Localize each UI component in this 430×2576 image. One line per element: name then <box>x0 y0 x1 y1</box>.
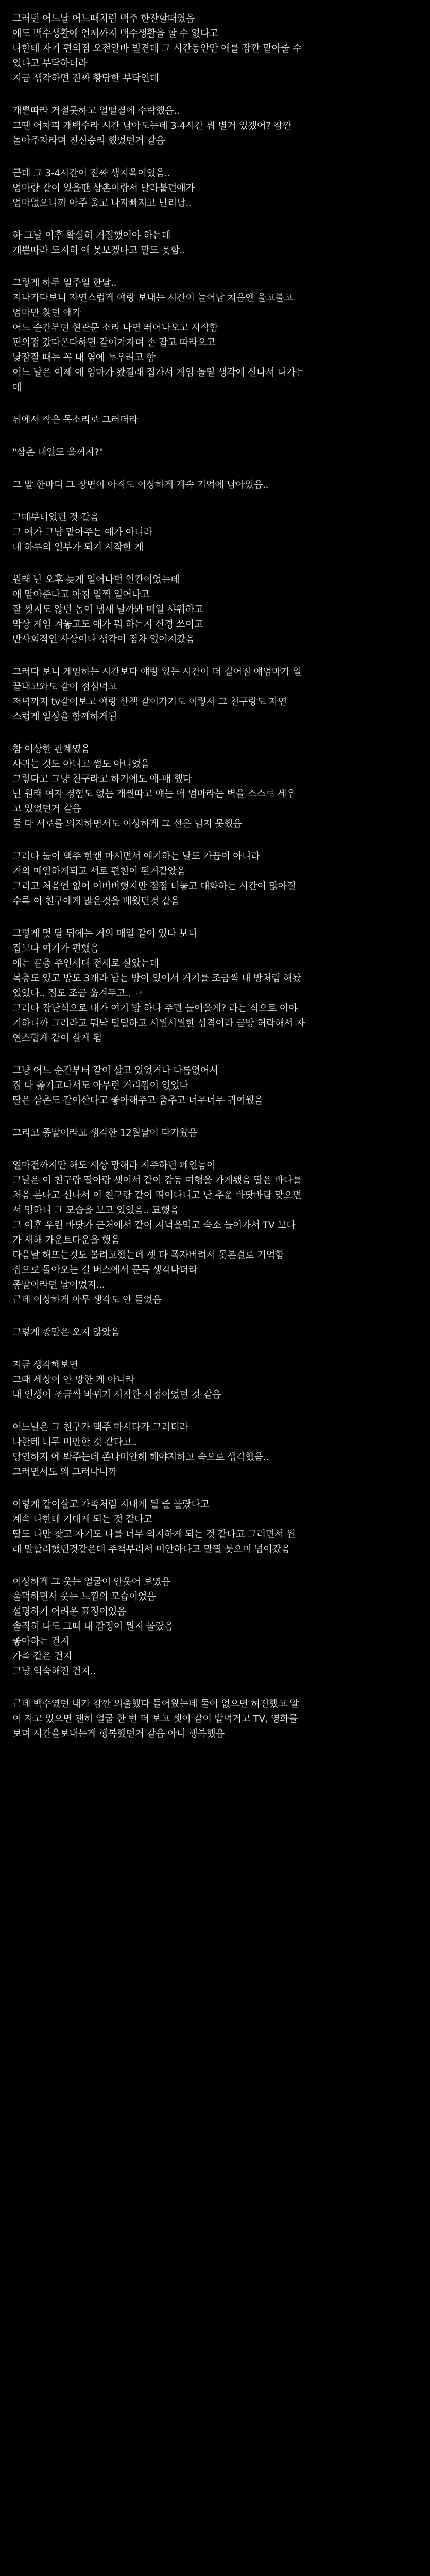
text-line: 참 이상한 관계였음 <box>12 744 90 755</box>
text-line: 놀아주자라며 진신승리 했었던거 같음 <box>12 135 165 146</box>
text-line: 그날은 이 친구랑 딸아랑 셋이서 같이 감동 여행을 가게됐음 딸은 바다를 <box>12 1175 302 1186</box>
text-line: 그때 세상이 안 망한 게 아니라 <box>12 1375 135 1385</box>
text-line: 뒤에서 작은 목소리로 그러더라 <box>12 415 138 426</box>
text-line: 고 있었던거 같음 <box>12 804 81 815</box>
text-line: 잘 씻지도 않던 놈이 냄새 날까봐 매일 샤워하고 <box>12 604 203 615</box>
text-line: 끝내고와도 같이 점심먹고 <box>12 682 117 692</box>
paragraph <box>12 665 418 724</box>
text-line: 다음날 해뜨는것도 볼려고했는데 셋 다 폭자버려서 못본걸로 기억함 <box>12 1250 284 1261</box>
text-line: 그 이후 우린 바닷가 근처에서 같이 저녁을먹고 숙소 들어가서 TV 보다 <box>12 1220 296 1231</box>
text-line: 나한테 너무 미안한 것 같다고.. <box>12 1437 137 1448</box>
text-line: 막상 게임 켜놓고도 애가 뭐 하는지 신경 쓰이고 <box>12 619 203 630</box>
text-line: 그때부터였던 것 같음 <box>12 512 99 523</box>
text-line: 가족 같은 건지 <box>12 1651 72 1662</box>
text-line: 어느 순간부턴 현관문 소리 나면 뛰어나오고 시작함 <box>12 323 218 333</box>
paragraph <box>12 445 418 460</box>
text-line: 개쁜따라 거절못하고 얼떨결에 수락했음.. <box>12 106 180 116</box>
text-line: 그 말 한마디 그 장면이 아직도 이상하게 계속 기억에 남아있음.. <box>12 480 269 490</box>
text-line: 지나가다보니 자연스럽게 얘랑 보내는 시간이 늘어남 처음엔 울고불고 <box>12 293 294 303</box>
text-line: 둘 다 서로를 의지하면서도 이상하게 그 선은 넘지 못했음 <box>12 819 242 829</box>
text-line: 원래 난 오후 늦게 일어나던 인간이었는데 <box>12 574 180 585</box>
text-line: 이 자고 있으면 괜히 얼굴 한 번 더 보고 셋이 같이 밥먹거고 TV, 영화를 <box>12 1714 298 1724</box>
paragraph <box>12 1420 418 1480</box>
paragraph <box>12 849 418 909</box>
paragraph <box>12 742 418 832</box>
text-line: 가 새해 카운트다운을 했음 <box>12 1235 120 1246</box>
text-line: 그리고 종말이라고 생각한 12월달이 다가왔음 <box>12 1128 198 1139</box>
paragraph <box>12 166 418 211</box>
text-line: 그리고 처음엔 없이 어버버했지만 점점 터놓고 대화하는 시간이 많아질 <box>12 881 296 892</box>
text-line: 그냥 익숙해진 건지.. <box>12 1666 96 1677</box>
text-line: 그렇다고 그냥 친구라고 하기에도 애-매 했다 <box>12 774 192 785</box>
paragraph <box>12 104 418 148</box>
text-line: 낮잠잘 때는 꼭 내 옆에 누우려고 함 <box>12 352 156 363</box>
text-line: 딸도 나만 찾고 자기도 나를 너무 의지하게 되는 것 같다고 그러면서 원 <box>12 1529 296 1540</box>
text-line: 그렇게 종말은 오지 않았음 <box>12 1327 120 1338</box>
paragraph <box>12 510 418 555</box>
paragraph <box>12 1358 418 1402</box>
text-line: 그러다 장난식으로 내가 여기 방 하나 주면 들어올게? 라는 식으로 이야 <box>12 1003 298 1014</box>
text-line: 난 원래 여자 경험도 없는 개찐따고 얘는 애 엄마라는 벽을 스스로 세우 <box>12 789 296 800</box>
paragraph <box>12 1497 418 1557</box>
text-line: 집으로 돌아오는 길 버스에서 문득 생각나더라 <box>12 1265 198 1276</box>
text-line: 있냐고 부탁하더라 <box>12 58 88 69</box>
text-line: 편의점 갔다온다하면 같이가자며 손 잡고 따라오고 <box>12 337 216 348</box>
text-line: 나한테 자기 편의점 오전알바 빌견데 그 시간동안만 애를 잠깐 맡아줄 수 <box>12 43 302 54</box>
text-line: 데 <box>12 382 22 393</box>
text-line: 울먹하면서 웃는 느낌의 모습이었음 <box>12 1591 156 1602</box>
paragraph <box>12 926 418 1046</box>
text-line: 어느 날은 이제 애 엄마가 왔길래 집가서 게임 돌릴 생각에 신나서 나가는 <box>12 367 304 378</box>
text-line: 집보다 여기가 편했음 <box>12 943 99 954</box>
text-line: 계속 나한테 기대게 되는 것 같다고 <box>12 1514 152 1525</box>
text-line: 하 그날 이후 확실히 거절했어야 하는데 <box>12 230 170 241</box>
text-line: 엄마만 찾던 애가 <box>12 308 81 318</box>
text-line: 이상하게 그 웃는 얼굴이 안웃어 보였음 <box>12 1577 170 1587</box>
text-line: 사귀는 것도 아니고 썸도 아니었음 <box>12 759 150 770</box>
text-line: 근데 백수였던 내가 잠깐 외출했다 들어왔는데 둘이 없으면 허전했고 알 <box>12 1699 299 1709</box>
text-line: 저녁까지 tv같이보고 얘랑 산책 같이가기도 이렇서 그 친구랑도 자연 <box>12 697 287 707</box>
paragraph <box>12 1126 418 1141</box>
text-line: 딸은 삼촌도 같이산다고 좋아해주고 춤추고 너무너무 귀여웠음 <box>12 1095 264 1106</box>
paragraph <box>12 1063 418 1108</box>
text-line: 설명하기 어려운 표정이었음 <box>12 1606 126 1617</box>
paragraph <box>12 1697 418 1741</box>
text-line: 당연하지 에 봐주는데 존나미안해 해야지하고 속으로 생각했음.. <box>12 1452 269 1463</box>
text-line: 내 하루의 일부가 되기 시작한 게 <box>12 542 144 553</box>
text-line: 그러던 어느날 어느때처럼 맥주 한잔할때였음 <box>12 13 195 24</box>
text-line: 어느날은 그 친구가 맥주 마시다가 그러더라 <box>12 1422 188 1433</box>
text-line: 반사회적인 사상이나 생각이 점차 없어져갔음 <box>12 634 195 645</box>
paragraph <box>12 276 418 395</box>
text-line: 기하니까 그러라고 뭐낙 털털하고 시원시원한 성격이라 금방 허락해서 자 <box>12 1018 305 1029</box>
text-line: 연스럽게 같이 살게 됨 <box>12 1033 102 1044</box>
text-line: 그렇게 하루 일주일 한달.. <box>12 278 117 289</box>
text-line: 근데 그 3-4시간이 진짜 생지옥이었음.. <box>12 168 170 179</box>
paragraph <box>12 1574 418 1679</box>
text-line: 지금 생각하면 진짜 황당한 부탁인데 <box>12 73 159 84</box>
text-line: 그냥 어느 순간부터 같이 살고 있었거나 다름없어서 <box>12 1065 218 1076</box>
text-line: "삼촌 내일도 올꺼지?" <box>12 447 104 458</box>
text-line: 근데 이상하게 아무 생각도 안 들었음 <box>12 1295 162 1306</box>
post-body <box>12 11 418 2576</box>
text-line: 었었다.. 집도 조금 옮겨두고.. ㅋ <box>12 988 143 999</box>
paragraph <box>12 228 418 258</box>
text-line: 그러다 둘이 맥주 한캔 마시면서 얘기하는 날도 가끔이 아니라 <box>12 851 260 862</box>
text-line: 짐 다 옮기고나서도 아무런 거리낌이 없었다 <box>12 1080 188 1091</box>
paragraph <box>12 11 418 86</box>
text-line: 종말이라던 날이었지... <box>12 1280 105 1291</box>
paragraph <box>12 1325 418 1340</box>
text-line: 엄마랑 같이 있을땐 삼촌이랑서 달라붙던애가 <box>12 183 195 194</box>
text-line: 얼마전까지만 해도 세상 망해라 저주하던 폐인놈이 <box>12 1160 216 1171</box>
text-line: 솔직히 나도 그때 내 감정이 뭔지 몰랐음 <box>12 1621 174 1632</box>
text-line: 거의 매일하게되고 서로 편친이 된거같았음 <box>12 866 186 877</box>
text-line: 좋아하는 건지 <box>12 1636 70 1647</box>
paragraph <box>12 1158 418 1308</box>
text-line: 얘는 끝층 주인세대 전세로 살았는데 <box>12 958 159 969</box>
text-line: 서 멍하니 그 모습을 보고 있었음.. 묘했음 <box>12 1205 179 1216</box>
text-line: 얘도 백수생활에 언제까지 백수생활을 할 수 없다고 <box>12 28 218 39</box>
text-line: 수록 이 친구에게 많은것을 배웠던것 같음 <box>12 896 180 907</box>
text-line: 래 말할려했던것같은데 주책부려서 미안하다고 말필 뭇으며 넘어갔음 <box>12 1544 290 1555</box>
text-line: 그렇게 몇 달 뒤에는 거의 매일 같이 있다 보니 <box>12 928 197 939</box>
text-line: 그뗀 어차피 개백수라 시간 남아도는데 3-4시간 뭐 별거 있겠어? 잠깐 <box>12 121 292 131</box>
text-line: 엄마없으니까 아주 울고 나자빠지고 난리남.. <box>12 198 192 209</box>
text-line: 이렇게 같이살고 가족처럼 지내게 될 줄 몰랐다고 <box>12 1499 210 1510</box>
paragraph <box>12 572 418 647</box>
text-line: 개쁜따라 도저히 애 못보겠다고 말도 못함.. <box>12 245 185 256</box>
text-line: 보며 시간을보내는게 행복했던거 같음 아니 행복했음 <box>12 1728 225 1739</box>
text-line: 그 애가 그냥 맡아주는 애가 아니라 <box>12 527 152 538</box>
text-line: 그러면서도 왜 그러냐니까 <box>12 1467 117 1478</box>
paragraph <box>12 413 418 428</box>
text-line: 스럽게 일상을 함께하게됨 <box>12 711 117 722</box>
text-line: 지금 생각해보면 <box>12 1360 78 1370</box>
text-line: 내 인생이 조금씩 바뀌기 시작한 시점이었던 것 같음 <box>12 1389 221 1400</box>
text-line: 그러다 보니 게임하는 시간보다 얘랑 있는 시간이 더 길어짐 얘엄마가 일 <box>12 667 302 677</box>
paragraph <box>12 478 418 493</box>
text-line: 복층도 있고 방도 3개라 남는 방이 있어서 거기를 조금씩 내 방처럼 해놨 <box>12 973 301 984</box>
text-line: 처음 본다고 신나서 이 친구랑 같이 뛰어다니고 난 추운 바닷바람 맞으면 <box>12 1190 302 1201</box>
text-line: 애 맡아준다고 아침 일찍 일어나고 <box>12 589 150 600</box>
